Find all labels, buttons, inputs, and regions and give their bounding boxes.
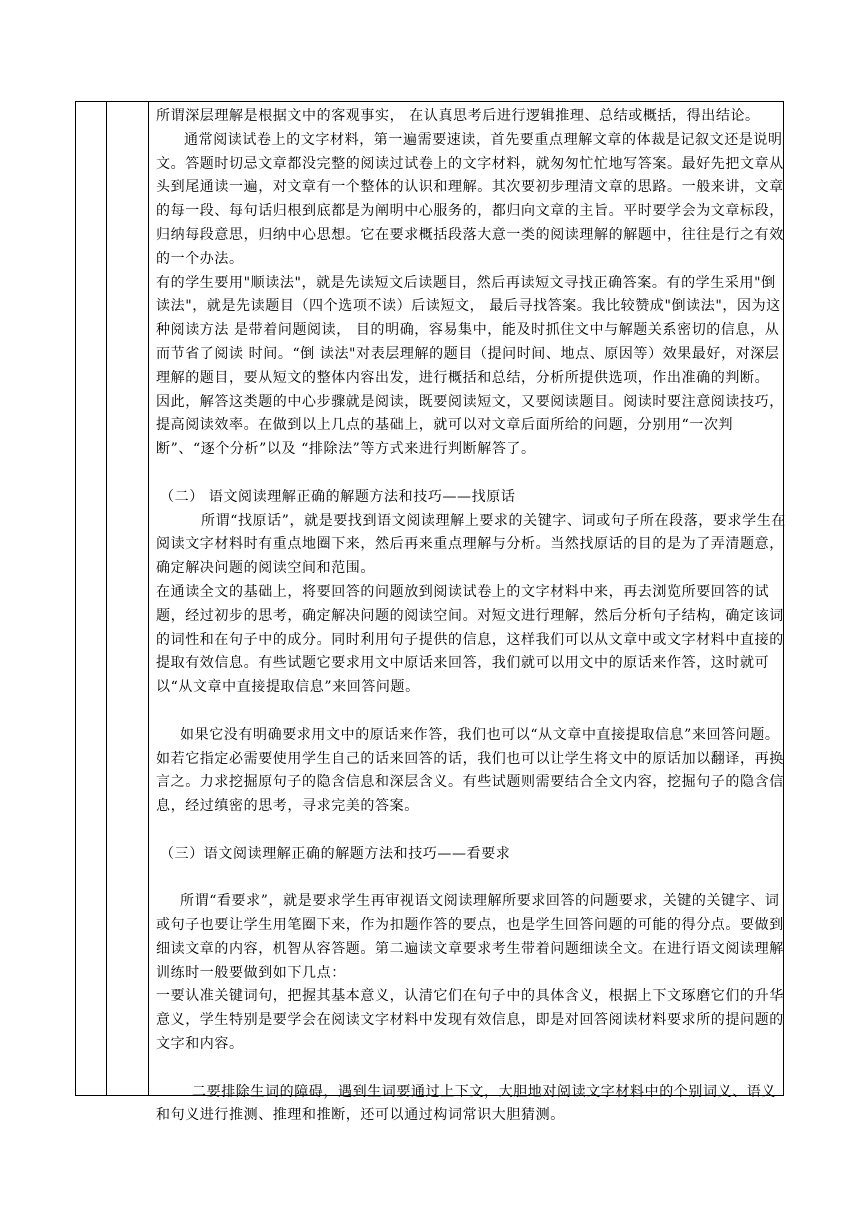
- paragraph: 通常阅读试卷上的文字材料，第一遍需要速读，首先要重点理解文章的体裁是记叙文还是说明文。答题时切忌文章都没完整的阅读过试卷上的文字材料，就匆匆忙忙地写答案。最好先把文章从头到尾通读一遍，对文章有一个整体的认识和理解。其次要初步理清文章的思路。一般来讲，文章的每一段、每句话归根到底都是为阐明中心服务的，都归向文章的主旨。平时要学会为文章标段，归纳每段意思，归纳中心思想。它在要求概括段落大意一类的阅读理解的解题中，往往是行之有效的一个办法。: [156, 131, 784, 267]
- section-heading: （三）语文阅读理解正确的解题方法和技巧——看要求: [160, 845, 511, 862]
- document-table: [75, 101, 786, 1124]
- table-column-divider: [106, 102, 107, 1095]
- blank-line: [156, 1057, 786, 1081]
- table-column-divider: [148, 102, 149, 1095]
- blank-line: [156, 867, 786, 891]
- blank-line: [156, 700, 786, 724]
- paragraph: 在通读全文的基础上，将要回答的问题放到阅读试卷上的文字材料中来，再去浏览所要回答的试题，经过初步的思考，确定解决问题的阅读空间。对短文进行理解，然后分析句子结构，确定该词的词性和在句子中的成分。同时利用句子提供的信息，这样我们可以从文章中或文字材料中直接的提取有效信息。有些试题它要求用文中原话来回答，我们就可以用文中的原话来作答，这时就可以“从文章中直接提取信息”来回答问题。: [156, 583, 784, 696]
- paragraph: 如果它没有明确要求用文中的原话来作答，我们也可以“从文章中直接提取信息”来回答问题。如若它指定必需要使用学生自己的话来回答的话，我们也可以让学生将文中的原话加以翻译，再换言之。力求挖掘原句子的隐含信息和深层含义。有些试题则需要结合全文内容，挖掘句子的隐含信息，经过缜密的思考，寻求完美的答案。: [156, 726, 784, 815]
- paragraph: 有的学生要用"顺读法"，就是先读短文后读题目，然后再读短文寻找正确答案。有的学生采用"倒读法"，就是先读题目（四个选项不读）后读短文， 最后寻找答案。我比较赞成"倒读法"，因为这种阅读方法 是带着问题阅读， 目的明确，容易集中，能及时抓住文中与解题关系密切的信息，从而节省了阅读 时间。“倒 读法"对表层理解的题目（提问时间、地点、原因等）效果最好，对深层理解的题目，要从短文的整体内容出发，进行概括和总结，分析所提供选项，作出准确的判断。: [156, 274, 781, 386]
- blank-line: [156, 462, 786, 486]
- table-content-cell: [156, 105, 786, 1128]
- paragraph: 因此，解答这类题的中心步骤就是阅读，既要阅读短文，又要阅读题目。阅读时要注意阅读技巧，提高阅读效率。在做到以上几点的基础上，就可以对文章后面所给的问题，分别用“一次判断”、“逐个分析”以及 “排除法”等方式来进行判断解答了。: [156, 393, 784, 458]
- paragraph: 所谓“找原话”，就是要找到语文阅读理解上要求的关键字、词或句子所在段落，要求学生在阅读文字材料时有重点地圈下来，然后再来重点理解与分析。当然找原话的目的是为了弄清题意，确定解决问题的阅读空间和范围。: [156, 512, 786, 577]
- blank-line: [156, 819, 786, 843]
- paragraph: 二要排除生词的障碍，遇到生词要通过上下文，大胆地对阅读文字材料中的个别词义、语义和句义进行推测、推理和推断，还可以通过构词常识大胆猜测。: [156, 1083, 776, 1124]
- paragraph: 所谓深层理解是根据文中的客观事实， 在认真思考后进行逻辑推理、总结或概括，得出结论。: [156, 108, 760, 124]
- paragraph: 一要认准关键词句，把握其基本意义，认清它们在句子中的具体含义，根据上下文琢磨它们的升华意义，学生特别是要学会在阅读文字材料中发现有效信息，即是对回答阅读材料要求所的提问题的文字和内容。: [156, 988, 784, 1053]
- paragraph: 所谓“看要求”，就是要求学生再审视语文阅读理解所要求回答的问题要求，关键的关键字、词或句子也要让学生用笔圈下来，作为扣题作答的要点，也是学生回答问题的可能的得分点。要做到细读文章的内容，机智从容答题。第二遍读文章要求考生带着问题细读全文。在进行语文阅读理解训练时一般要做到如下几点：: [156, 893, 784, 981]
- section-heading: （二） 语文阅读理解正确的解题方法和技巧——找原话: [160, 488, 516, 505]
